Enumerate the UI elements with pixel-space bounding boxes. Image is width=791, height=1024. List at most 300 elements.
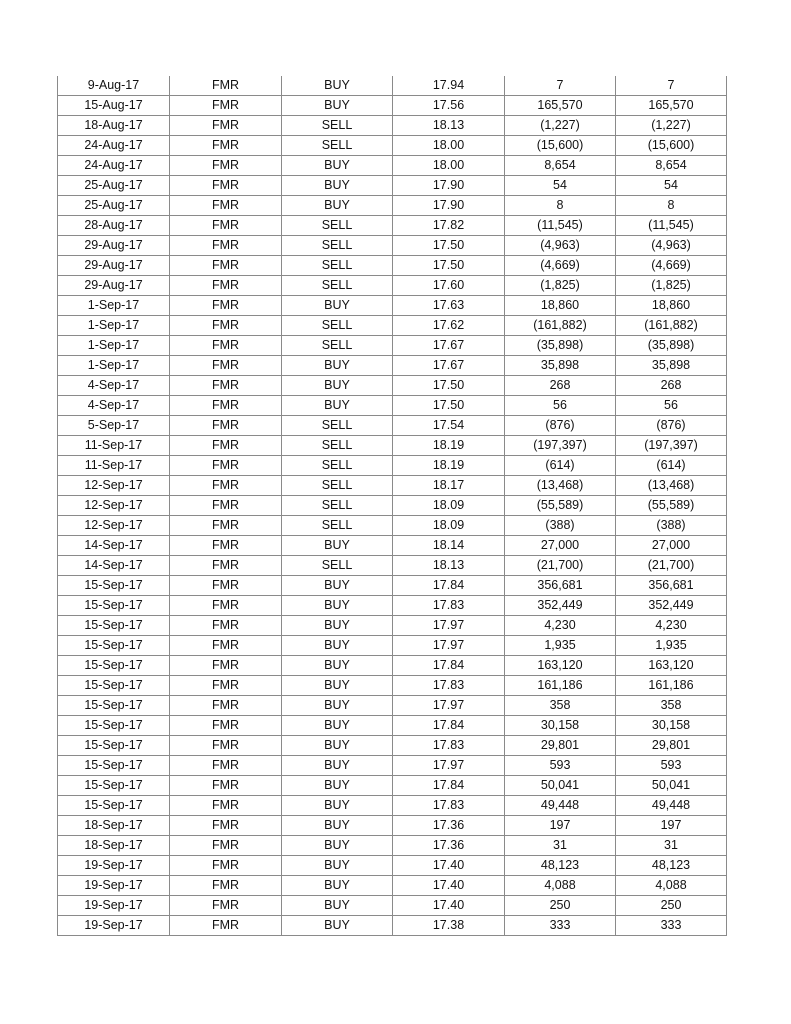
cell-price: 17.38 [393, 916, 505, 936]
cell-holder: FMR [170, 516, 282, 536]
cell-price: 17.63 [393, 296, 505, 316]
cell-action: BUY [282, 736, 393, 756]
cell-date: 15-Sep-17 [58, 636, 170, 656]
cell-action: BUY [282, 896, 393, 916]
cell-holder: FMR [170, 916, 282, 936]
cell-shares-total: 250 [616, 896, 727, 916]
cell-holder: FMR [170, 576, 282, 596]
cell-date: 19-Sep-17 [58, 856, 170, 876]
cell-date: 28-Aug-17 [58, 216, 170, 236]
cell-date: 19-Sep-17 [58, 916, 170, 936]
table-row [58, 836, 727, 856]
cell-shares: 163,120 [505, 656, 616, 676]
cell-shares: 56 [505, 396, 616, 416]
cell-date: 1-Sep-17 [58, 336, 170, 356]
cell-shares-total: 8,654 [616, 156, 727, 176]
cell-shares-total: 165,570 [616, 96, 727, 116]
cell-price: 17.82 [393, 216, 505, 236]
table-row [58, 96, 727, 116]
cell-shares: (614) [505, 456, 616, 476]
cell-shares: (15,600) [505, 136, 616, 156]
cell-price: 17.54 [393, 416, 505, 436]
cell-shares-total: 1,935 [616, 636, 727, 656]
cell-holder: FMR [170, 376, 282, 396]
cell-holder: FMR [170, 116, 282, 136]
cell-action: BUY [282, 636, 393, 656]
cell-holder: FMR [170, 236, 282, 256]
cell-holder: FMR [170, 556, 282, 576]
cell-price: 17.36 [393, 816, 505, 836]
cell-holder: FMR [170, 176, 282, 196]
cell-holder: FMR [170, 656, 282, 676]
cell-shares-total: 35,898 [616, 356, 727, 376]
table-row [58, 76, 727, 96]
cell-holder: FMR [170, 196, 282, 216]
cell-shares-total: 29,801 [616, 736, 727, 756]
cell-price: 17.56 [393, 96, 505, 116]
cell-action: BUY [282, 916, 393, 936]
table-row [58, 116, 727, 136]
cell-action: BUY [282, 836, 393, 856]
cell-date: 4-Sep-17 [58, 396, 170, 416]
cell-holder: FMR [170, 816, 282, 836]
cell-shares-total: 8 [616, 196, 727, 216]
cell-price: 17.97 [393, 696, 505, 716]
cell-shares: 250 [505, 896, 616, 916]
cell-price: 17.84 [393, 656, 505, 676]
cell-date: 19-Sep-17 [58, 896, 170, 916]
cell-shares-total: (35,898) [616, 336, 727, 356]
cell-shares-total: 356,681 [616, 576, 727, 596]
cell-action: BUY [282, 856, 393, 876]
cell-shares: 8,654 [505, 156, 616, 176]
table-row [58, 596, 727, 616]
cell-shares-total: (1,825) [616, 276, 727, 296]
table-row [58, 416, 727, 436]
cell-shares: (11,545) [505, 216, 616, 236]
cell-action: BUY [282, 156, 393, 176]
table-row [58, 196, 727, 216]
cell-shares-total: (4,669) [616, 256, 727, 276]
cell-date: 15-Sep-17 [58, 576, 170, 596]
table-row [58, 476, 727, 496]
cell-shares: (1,227) [505, 116, 616, 136]
cell-action: SELL [282, 336, 393, 356]
cell-date: 15-Sep-17 [58, 756, 170, 776]
cell-holder: FMR [170, 316, 282, 336]
table-row [58, 276, 727, 296]
cell-shares: 50,041 [505, 776, 616, 796]
cell-price: 17.62 [393, 316, 505, 336]
cell-holder: FMR [170, 636, 282, 656]
cell-shares-total: 333 [616, 916, 727, 936]
cell-holder: FMR [170, 736, 282, 756]
cell-date: 5-Sep-17 [58, 416, 170, 436]
cell-date: 15-Aug-17 [58, 96, 170, 116]
cell-action: BUY [282, 176, 393, 196]
cell-date: 25-Aug-17 [58, 176, 170, 196]
transactions-table [57, 76, 727, 936]
cell-date: 11-Sep-17 [58, 456, 170, 476]
cell-shares-total: 27,000 [616, 536, 727, 556]
cell-action: BUY [282, 776, 393, 796]
cell-shares-total: (4,963) [616, 236, 727, 256]
cell-shares-total: 352,449 [616, 596, 727, 616]
cell-price: 18.09 [393, 496, 505, 516]
cell-price: 17.50 [393, 396, 505, 416]
cell-shares: (1,825) [505, 276, 616, 296]
cell-action: BUY [282, 756, 393, 776]
cell-shares: 333 [505, 916, 616, 936]
table-row [58, 616, 727, 636]
cell-shares: (197,397) [505, 436, 616, 456]
cell-shares: 356,681 [505, 576, 616, 596]
cell-holder: FMR [170, 436, 282, 456]
table-row [58, 896, 727, 916]
cell-date: 15-Sep-17 [58, 796, 170, 816]
cell-date: 15-Sep-17 [58, 676, 170, 696]
cell-action: SELL [282, 236, 393, 256]
cell-price: 18.13 [393, 116, 505, 136]
table-row [58, 356, 727, 376]
cell-action: BUY [282, 656, 393, 676]
cell-date: 24-Aug-17 [58, 156, 170, 176]
cell-shares: 165,570 [505, 96, 616, 116]
table-row [58, 136, 727, 156]
cell-date: 14-Sep-17 [58, 556, 170, 576]
table-row [58, 656, 727, 676]
cell-price: 17.36 [393, 836, 505, 856]
cell-price: 18.13 [393, 556, 505, 576]
cell-price: 17.67 [393, 356, 505, 376]
cell-date: 15-Sep-17 [58, 616, 170, 636]
transactions-table-body [58, 76, 727, 936]
cell-shares: 49,448 [505, 796, 616, 816]
table-row [58, 696, 727, 716]
cell-shares-total: 4,230 [616, 616, 727, 636]
cell-date: 24-Aug-17 [58, 136, 170, 156]
cell-price: 17.50 [393, 256, 505, 276]
table-row [58, 156, 727, 176]
cell-action: SELL [282, 136, 393, 156]
cell-shares: (21,700) [505, 556, 616, 576]
cell-holder: FMR [170, 336, 282, 356]
cell-date: 9-Aug-17 [58, 76, 170, 96]
table-row [58, 176, 727, 196]
cell-date: 19-Sep-17 [58, 876, 170, 896]
table-row [58, 236, 727, 256]
cell-price: 17.97 [393, 756, 505, 776]
cell-action: BUY [282, 196, 393, 216]
cell-action: BUY [282, 536, 393, 556]
table-row [58, 816, 727, 836]
cell-action: BUY [282, 796, 393, 816]
cell-date: 11-Sep-17 [58, 436, 170, 456]
table-row [58, 636, 727, 656]
cell-action: BUY [282, 596, 393, 616]
cell-price: 17.90 [393, 176, 505, 196]
cell-shares: 593 [505, 756, 616, 776]
cell-date: 15-Sep-17 [58, 656, 170, 676]
cell-shares: (13,468) [505, 476, 616, 496]
cell-shares-total: (11,545) [616, 216, 727, 236]
cell-price: 17.83 [393, 596, 505, 616]
cell-date: 12-Sep-17 [58, 516, 170, 536]
cell-shares-total: 163,120 [616, 656, 727, 676]
cell-date: 1-Sep-17 [58, 356, 170, 376]
cell-price: 17.94 [393, 76, 505, 96]
cell-date: 1-Sep-17 [58, 296, 170, 316]
cell-date: 15-Sep-17 [58, 776, 170, 796]
cell-shares-total: 54 [616, 176, 727, 196]
cell-price: 17.60 [393, 276, 505, 296]
cell-shares: 161,186 [505, 676, 616, 696]
cell-action: SELL [282, 276, 393, 296]
cell-holder: FMR [170, 696, 282, 716]
cell-price: 18.00 [393, 156, 505, 176]
cell-shares: 7 [505, 76, 616, 96]
cell-action: SELL [282, 116, 393, 136]
cell-price: 18.19 [393, 456, 505, 476]
table-row [58, 556, 727, 576]
cell-shares: (35,898) [505, 336, 616, 356]
cell-action: BUY [282, 76, 393, 96]
cell-action: BUY [282, 676, 393, 696]
cell-shares-total: 161,186 [616, 676, 727, 696]
cell-date: 29-Aug-17 [58, 236, 170, 256]
cell-price: 18.14 [393, 536, 505, 556]
cell-action: BUY [282, 96, 393, 116]
cell-action: BUY [282, 576, 393, 596]
cell-price: 17.83 [393, 796, 505, 816]
table-row [58, 316, 727, 336]
cell-shares: 29,801 [505, 736, 616, 756]
cell-action: SELL [282, 496, 393, 516]
table-row [58, 576, 727, 596]
cell-holder: FMR [170, 876, 282, 896]
cell-shares-total: (13,468) [616, 476, 727, 496]
cell-shares: 35,898 [505, 356, 616, 376]
table-row [58, 216, 727, 236]
cell-price: 17.84 [393, 716, 505, 736]
table-row [58, 796, 727, 816]
cell-action: SELL [282, 416, 393, 436]
cell-shares: 4,230 [505, 616, 616, 636]
cell-action: SELL [282, 216, 393, 236]
cell-shares-total: (197,397) [616, 436, 727, 456]
cell-date: 12-Sep-17 [58, 476, 170, 496]
cell-holder: FMR [170, 136, 282, 156]
table-row [58, 916, 727, 936]
table-row [58, 756, 727, 776]
table-row [58, 256, 727, 276]
cell-shares: (4,669) [505, 256, 616, 276]
cell-shares-total: (614) [616, 456, 727, 476]
table-row [58, 876, 727, 896]
cell-holder: FMR [170, 356, 282, 376]
cell-action: BUY [282, 816, 393, 836]
cell-shares-total: (388) [616, 516, 727, 536]
cell-action: SELL [282, 436, 393, 456]
cell-shares: 30,158 [505, 716, 616, 736]
cell-action: BUY [282, 616, 393, 636]
cell-action: SELL [282, 556, 393, 576]
cell-date: 18-Sep-17 [58, 816, 170, 836]
cell-action: BUY [282, 696, 393, 716]
cell-shares-total: 358 [616, 696, 727, 716]
cell-date: 15-Sep-17 [58, 716, 170, 736]
cell-holder: FMR [170, 396, 282, 416]
table-row [58, 436, 727, 456]
cell-price: 17.83 [393, 676, 505, 696]
cell-holder: FMR [170, 476, 282, 496]
cell-holder: FMR [170, 96, 282, 116]
cell-shares: 54 [505, 176, 616, 196]
cell-shares-total: 18,860 [616, 296, 727, 316]
cell-shares-total: (55,589) [616, 496, 727, 516]
cell-price: 17.40 [393, 856, 505, 876]
cell-shares: 197 [505, 816, 616, 836]
cell-shares-total: (15,600) [616, 136, 727, 156]
cell-shares: 48,123 [505, 856, 616, 876]
cell-shares-total: 49,448 [616, 796, 727, 816]
cell-price: 17.50 [393, 236, 505, 256]
table-row [58, 456, 727, 476]
cell-date: 29-Aug-17 [58, 276, 170, 296]
cell-shares: 358 [505, 696, 616, 716]
cell-price: 17.84 [393, 576, 505, 596]
table-row [58, 336, 727, 356]
cell-holder: FMR [170, 256, 282, 276]
table-row [58, 856, 727, 876]
cell-date: 18-Aug-17 [58, 116, 170, 136]
cell-shares: (876) [505, 416, 616, 436]
cell-date: 15-Sep-17 [58, 596, 170, 616]
table-row [58, 536, 727, 556]
table-row [58, 736, 727, 756]
table-row [58, 516, 727, 536]
cell-holder: FMR [170, 156, 282, 176]
cell-shares: 27,000 [505, 536, 616, 556]
cell-action: BUY [282, 716, 393, 736]
cell-holder: FMR [170, 676, 282, 696]
cell-date: 14-Sep-17 [58, 536, 170, 556]
cell-price: 17.40 [393, 876, 505, 896]
cell-price: 17.97 [393, 616, 505, 636]
cell-date: 18-Sep-17 [58, 836, 170, 856]
cell-holder: FMR [170, 896, 282, 916]
cell-action: SELL [282, 476, 393, 496]
cell-price: 18.17 [393, 476, 505, 496]
cell-date: 15-Sep-17 [58, 696, 170, 716]
table-row [58, 776, 727, 796]
cell-date: 4-Sep-17 [58, 376, 170, 396]
cell-action: BUY [282, 296, 393, 316]
cell-shares-total: (1,227) [616, 116, 727, 136]
cell-shares: (55,589) [505, 496, 616, 516]
cell-price: 18.09 [393, 516, 505, 536]
cell-holder: FMR [170, 756, 282, 776]
cell-price: 17.40 [393, 896, 505, 916]
cell-shares-total: 4,088 [616, 876, 727, 896]
cell-shares: 18,860 [505, 296, 616, 316]
cell-shares: (4,963) [505, 236, 616, 256]
cell-shares: (388) [505, 516, 616, 536]
cell-shares: 352,449 [505, 596, 616, 616]
cell-date: 15-Sep-17 [58, 736, 170, 756]
cell-shares-total: 48,123 [616, 856, 727, 876]
cell-shares: 8 [505, 196, 616, 216]
cell-shares-total: 31 [616, 836, 727, 856]
table-row [58, 676, 727, 696]
cell-shares: 31 [505, 836, 616, 856]
cell-holder: FMR [170, 496, 282, 516]
cell-price: 17.67 [393, 336, 505, 356]
cell-shares-total: (161,882) [616, 316, 727, 336]
cell-holder: FMR [170, 796, 282, 816]
cell-holder: FMR [170, 856, 282, 876]
cell-action: BUY [282, 876, 393, 896]
cell-shares: 4,088 [505, 876, 616, 896]
cell-holder: FMR [170, 416, 282, 436]
cell-price: 18.19 [393, 436, 505, 456]
cell-shares: (161,882) [505, 316, 616, 336]
cell-date: 12-Sep-17 [58, 496, 170, 516]
cell-price: 18.00 [393, 136, 505, 156]
table-row [58, 396, 727, 416]
cell-shares-total: (21,700) [616, 556, 727, 576]
cell-holder: FMR [170, 296, 282, 316]
cell-shares-total: 268 [616, 376, 727, 396]
cell-holder: FMR [170, 776, 282, 796]
cell-holder: FMR [170, 616, 282, 636]
cell-holder: FMR [170, 456, 282, 476]
table-row [58, 376, 727, 396]
cell-action: SELL [282, 516, 393, 536]
cell-shares-total: 56 [616, 396, 727, 416]
cell-date: 29-Aug-17 [58, 256, 170, 276]
cell-holder: FMR [170, 76, 282, 96]
cell-shares: 1,935 [505, 636, 616, 656]
table-row [58, 296, 727, 316]
cell-price: 17.84 [393, 776, 505, 796]
cell-shares-total: 593 [616, 756, 727, 776]
cell-holder: FMR [170, 836, 282, 856]
cell-date: 25-Aug-17 [58, 196, 170, 216]
cell-action: BUY [282, 396, 393, 416]
cell-holder: FMR [170, 276, 282, 296]
cell-shares-total: 7 [616, 76, 727, 96]
cell-shares-total: 30,158 [616, 716, 727, 736]
cell-holder: FMR [170, 596, 282, 616]
cell-action: SELL [282, 256, 393, 276]
cell-shares-total: 50,041 [616, 776, 727, 796]
cell-holder: FMR [170, 216, 282, 236]
cell-price: 17.50 [393, 376, 505, 396]
cell-action: BUY [282, 356, 393, 376]
cell-date: 1-Sep-17 [58, 316, 170, 336]
cell-price: 17.83 [393, 736, 505, 756]
cell-shares: 268 [505, 376, 616, 396]
cell-action: BUY [282, 376, 393, 396]
table-row [58, 496, 727, 516]
table-row [58, 716, 727, 736]
cell-action: SELL [282, 456, 393, 476]
cell-holder: FMR [170, 536, 282, 556]
cell-action: SELL [282, 316, 393, 336]
cell-price: 17.90 [393, 196, 505, 216]
cell-price: 17.97 [393, 636, 505, 656]
